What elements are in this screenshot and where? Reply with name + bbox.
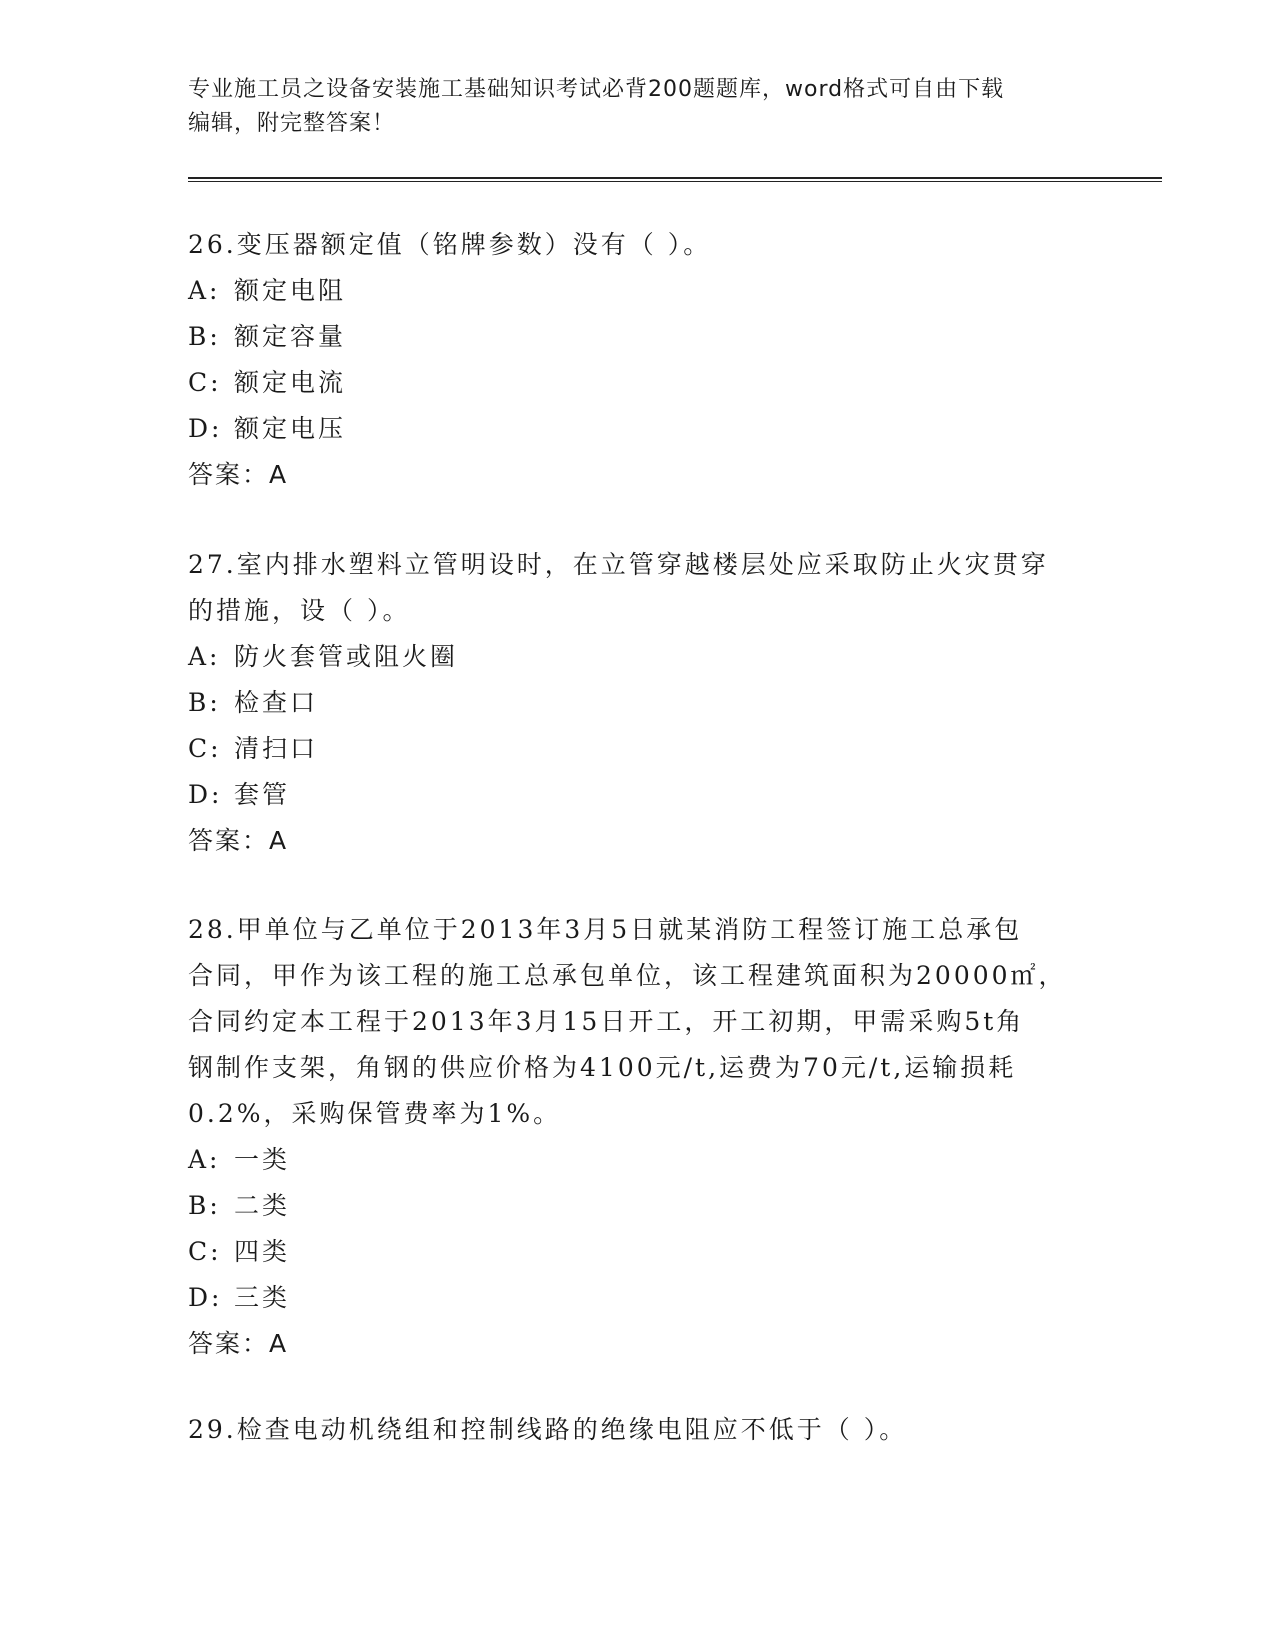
option-d: [188, 1275, 1088, 1321]
option-text: 四类: [234, 1237, 291, 1266]
question-stem: 合同，甲作为该工程的施工总承包单位，该工程建筑面积为20000㎡，: [188, 961, 1067, 990]
question-stem: 26.变压器额定值（铭牌参数）没有（ ）。: [188, 230, 712, 259]
question-27: [188, 542, 1088, 864]
question-stem: 0.2%，采购保管费率为1%。: [188, 1099, 562, 1128]
option-text: 三类: [234, 1283, 291, 1312]
option-letter: A:: [188, 276, 221, 305]
option-b: [188, 314, 1088, 360]
header-title-line-2: 编辑，附完整答案！: [188, 111, 396, 136]
option-b: [188, 1183, 1088, 1229]
option-b: [188, 680, 1088, 726]
option-letter: C:: [188, 368, 222, 397]
option-letter: C:: [188, 734, 222, 763]
option-letter: A:: [188, 642, 221, 671]
answer: 答案：A: [188, 1329, 289, 1358]
question-29: [188, 1407, 1088, 1453]
option-c: [188, 1229, 1088, 1275]
question-stem: 29.检查电动机绕组和控制线路的绝缘电阻应不低于（ ）。: [188, 1415, 908, 1444]
option-letter: D:: [188, 1283, 223, 1312]
option-text: 额定电阻: [234, 276, 347, 305]
option-text: 额定电流: [234, 368, 347, 397]
answer: 答案：A: [188, 460, 289, 489]
option-a: [188, 1137, 1088, 1183]
option-text: 套管: [234, 780, 291, 809]
option-d: [188, 772, 1088, 818]
question-stem: 27.室内排水塑料立管明设时，在立管穿越楼层处应采取防止火灾贯穿: [188, 550, 1049, 579]
option-c: [188, 726, 1088, 772]
option-text: 额定电压: [234, 414, 347, 443]
question-26: [188, 222, 1088, 498]
option-c: [188, 360, 1088, 406]
header-divider: [188, 177, 1162, 182]
option-letter: D:: [188, 780, 223, 809]
option-text: 检查口: [234, 688, 319, 717]
option-a: [188, 634, 1088, 680]
option-text: 清扫口: [234, 734, 319, 763]
option-letter: B:: [188, 1191, 221, 1220]
option-letter: C:: [188, 1237, 222, 1266]
option-text: 一类: [234, 1145, 291, 1174]
option-letter: A:: [188, 1145, 221, 1174]
option-a: [188, 268, 1088, 314]
option-d: [188, 406, 1088, 452]
option-letter: B:: [188, 322, 221, 351]
answer: 答案：A: [188, 826, 289, 855]
question-stem: 28.甲单位与乙单位于2013年3月5日就某消防工程签订施工总承包: [188, 915, 1023, 944]
question-stem: 合同约定本工程于2013年3月15日开工，开工初期，甲需采购5t角: [188, 1007, 1025, 1036]
question-stem: 的措施，设（ ）。: [188, 596, 411, 625]
option-letter: B:: [188, 688, 221, 717]
option-letter: D:: [188, 414, 223, 443]
option-text: 二类: [234, 1191, 291, 1220]
option-text: 额定容量: [234, 322, 347, 351]
option-text: 防火套管或阻火圈: [234, 642, 459, 671]
header-title-line-1: 专业施工员之设备安装施工基础知识考试必背200题题库，word格式可自由下载: [188, 77, 1005, 102]
question-stem: 钢制作支架，角钢的供应价格为4100元/t,运费为70元/t,运输损耗: [188, 1053, 1017, 1082]
document-header: [188, 73, 1088, 141]
question-28: [188, 907, 1088, 1367]
